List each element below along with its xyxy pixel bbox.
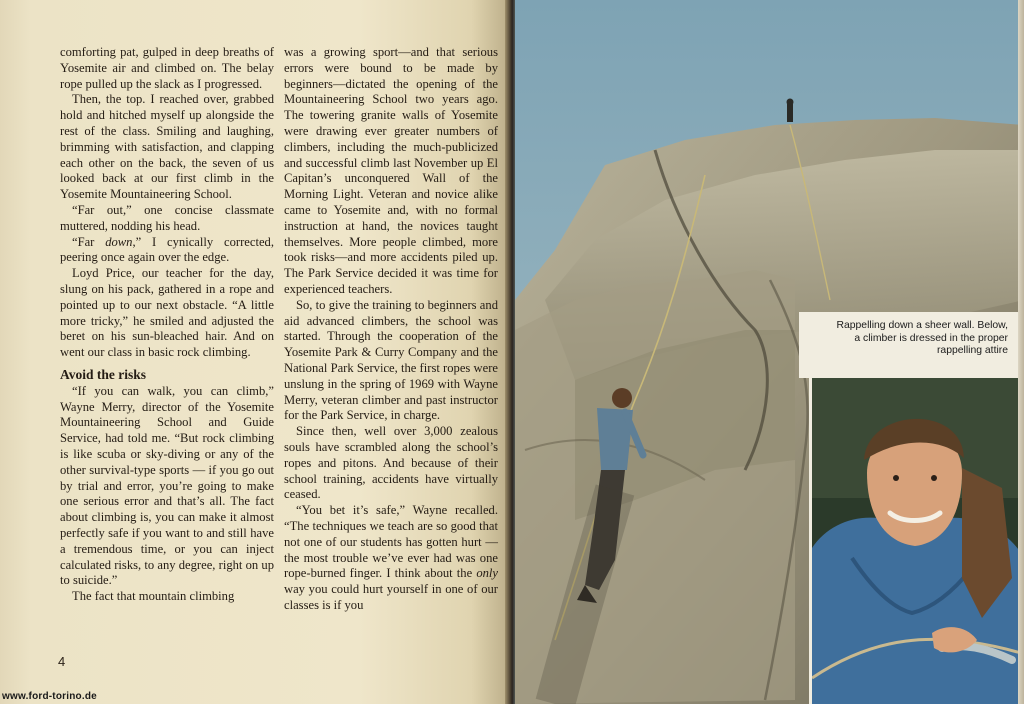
paragraph: “If you can walk, you can climb,” Wayne Merry, director of the Yosemite Mountaineering School and Guide Service, had told me. “But rock climbing is like scuba or sky-diving or any of the other survival-type sports — if you go out by trial and error, you’re going to make one serious error and that’s all. The fact about climbing is, you can make it almost perfectly safe if you want to and still have a tremendous time, or you can inject calculated risks, to any degree, right on up to suicide.” xyxy=(60,383,274,588)
text-run: ,” I cynically corrected, peering once again over the edge. xyxy=(60,234,274,265)
right-page xyxy=(515,0,1024,704)
paragraph: “Far out,” one concise classmate muttered, nodding his head. xyxy=(60,202,274,233)
photo-caption: Rappelling down a sheer wall. Below, a climber is dressed in the proper rappelling attire xyxy=(836,320,1008,357)
climber-top-figure xyxy=(787,99,794,123)
text-run: way you could hurt yourself in one of our classes is if you xyxy=(284,582,498,612)
text-column-1 xyxy=(60,45,274,605)
paragraph: So, to give the training to beginners and aid advanced climbers, the school was started. Through the cooperation of the Yosemite Park & Curry Company and the National Park Service, the first ropes were unslung in the spring of 1969 with Wayne Merry, veteran climber and past instructor for the Park Service, in charge. xyxy=(284,297,498,423)
emphasis-text: only xyxy=(476,566,498,581)
section-heading: Avoid the risks xyxy=(60,366,147,382)
paragraph: was a growing sport—and that serious errors were bound to be made by beginners—dictated the opening of the Mountaineering School two years ago. The towering granite walls of Yosemite were drawing ever greater numbers of climbers, including the much-publicized and successful climb last November up El Capitan’s unconquered Wall of the Morning Light. Veteran and novice alike came to Yosemite and, with no formal instruction at hand, the novices taught themselves. More people climbed, more took risks—and more accidents piled up. The Park Service decided it was time for experienced teachers. xyxy=(284,45,498,296)
caption-box xyxy=(799,312,1024,378)
paragraph: Since then, well over 3,000 zealous souls have scrambled along the school’s ropes and pitons. And because of their school training, accidents have virtually ceased. xyxy=(284,424,498,502)
paragraph: Then, the top. I reached over, grabbed hold and hitched myself up alongside the rest of the class. Smiling and laughing, brimming with satisfaction, and clapping each other on the back, the seven of us looked back at our first climb in the Yosemite Mountaineering School. xyxy=(60,92,274,202)
emphasis-text: down xyxy=(105,234,133,249)
paragraph: The fact that mountain climbing xyxy=(72,589,235,604)
text-run: “You bet it’s safe,” Wayne recalled. “The techniques we teach are so good that not one of our students has gotten hurt — the most trouble we’ve ever had was one rope-burned finger. I think about the xyxy=(284,503,498,581)
watermark-text: www.ford-torino.de xyxy=(2,691,97,702)
paragraph: Loyd Price, our teacher for the day, slung on his pack, gathered in a rope and pointed up to our next obstacle. “A little more tricky,” he smiled and adjusted the beret on his sun-bleached hair. And on went our class in basic rock climbing. xyxy=(60,266,274,360)
paragraph: comforting pat, gulped in deep breaths of Yosemite air and climbed on. The belay rope pulled up the slack as I progressed. xyxy=(60,45,274,91)
page-number: 4 xyxy=(58,654,66,669)
page-edge xyxy=(1018,0,1024,704)
text-run: “Far xyxy=(72,234,106,249)
text-column-2 xyxy=(284,45,498,614)
climber-portrait-photo xyxy=(809,378,1021,704)
paragraph xyxy=(284,503,498,614)
paragraph xyxy=(60,235,274,267)
